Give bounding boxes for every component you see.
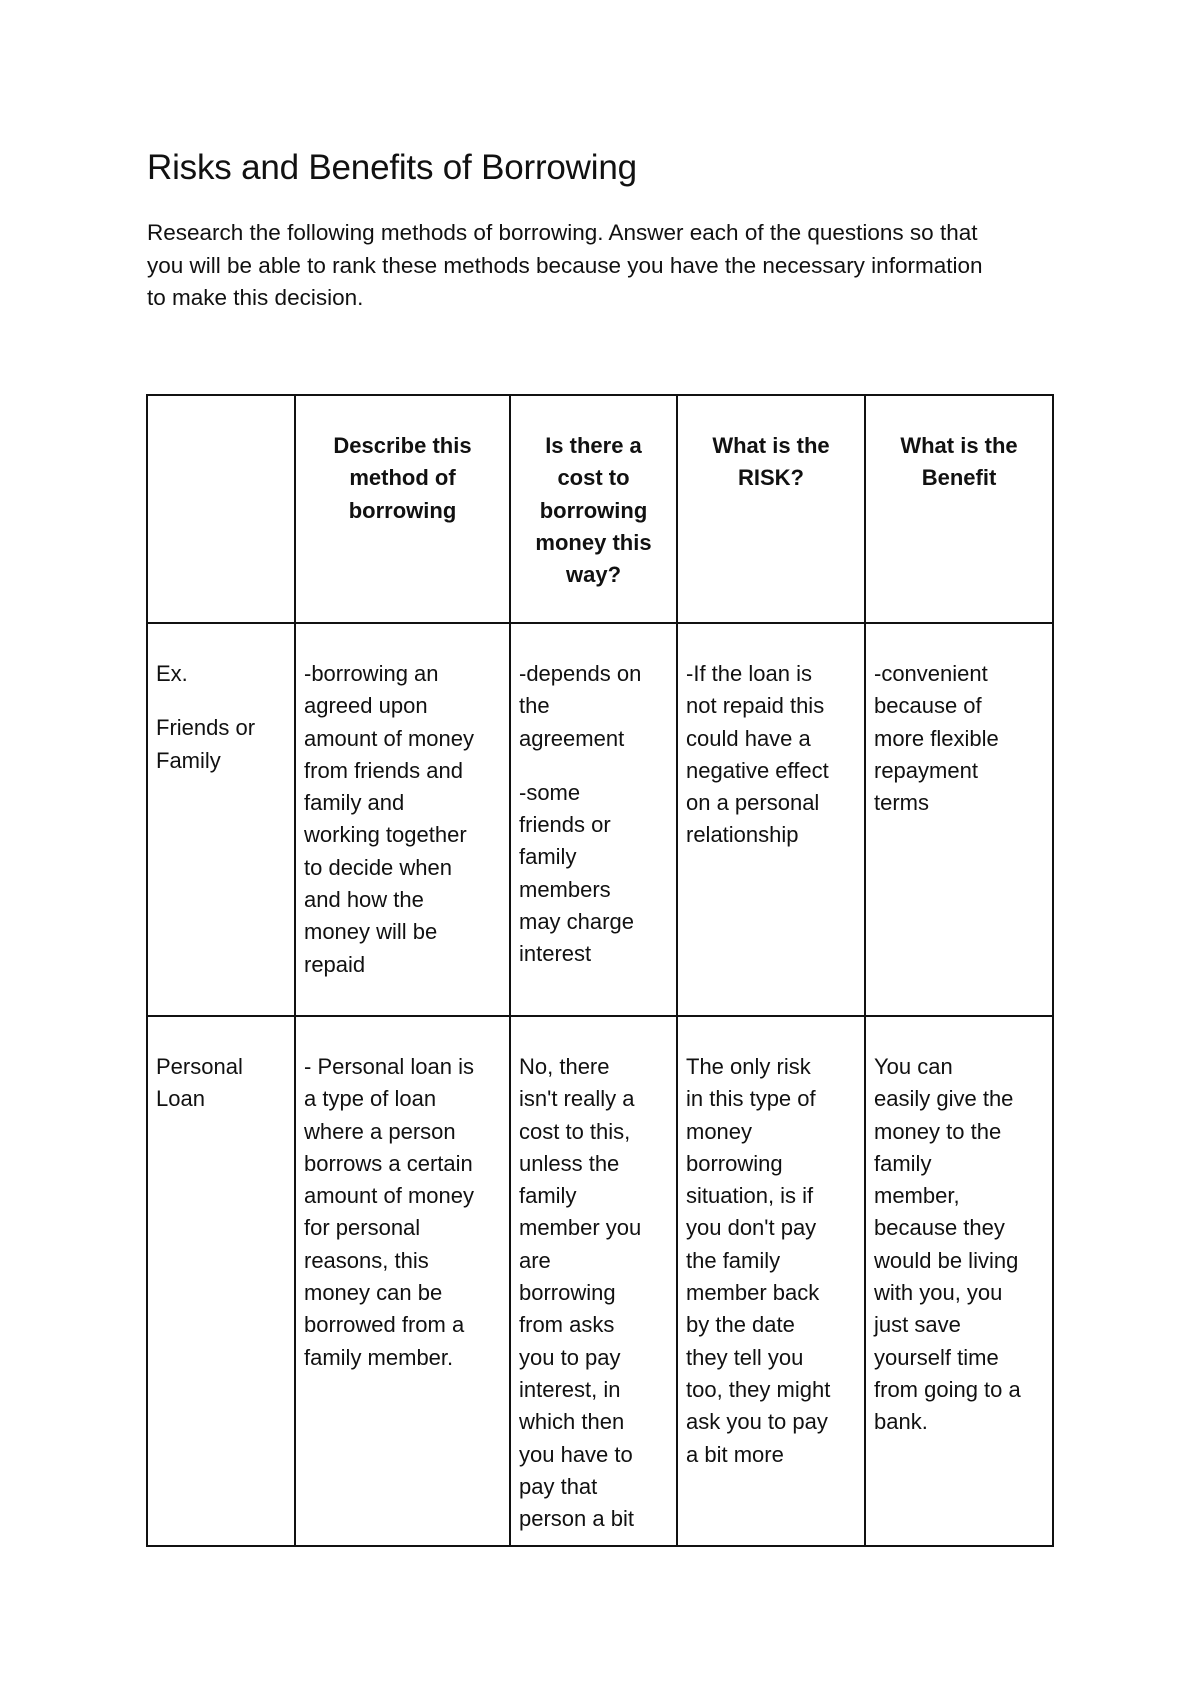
cell-text-line: money can be: [304, 1280, 443, 1306]
cell-text-line: working together: [304, 822, 467, 848]
cell-text-line: ask you to pay: [686, 1409, 828, 1435]
cell-lines: [678, 624, 864, 862]
cell-text-line: are: [519, 1247, 551, 1273]
cell-text-line: Family: [156, 747, 221, 773]
cell-text-line: unless the: [519, 1150, 620, 1176]
cell-text-line: What is the: [712, 433, 830, 458]
page-title: Risks and Benefits of Borrowing: [147, 148, 637, 187]
cell-text-line: repayment: [874, 757, 978, 783]
cell-text-line: too, they might: [686, 1376, 831, 1402]
cell-text-line: pay that: [519, 1473, 598, 1499]
cell-text-line: member back: [686, 1280, 820, 1306]
cell-paragraphs: [511, 624, 676, 981]
cell-text-line: borrowing: [686, 1150, 783, 1176]
cell-lines: [296, 624, 509, 991]
table-header-row: [147, 395, 1053, 623]
cell-text-line: -borrowing an: [304, 661, 439, 686]
cell-text-line: you don't pay: [686, 1215, 817, 1241]
cell-text-line: person a bit: [519, 1506, 634, 1532]
cell-text-line: reasons, this: [304, 1247, 429, 1273]
cell-text-line: Loan: [156, 1086, 205, 1112]
cell-text-line: Personal: [156, 1054, 243, 1079]
cell-lines: [866, 396, 1052, 505]
cell-text-line: -depends on: [519, 661, 642, 686]
row-label-cell: [147, 623, 295, 1016]
cell-text-line: money to the: [874, 1118, 1002, 1144]
cell-text-line: not repaid this: [686, 693, 825, 719]
cell-text-line: money this: [535, 529, 652, 555]
cell-text-line: agreement: [519, 725, 625, 751]
cell-text-line: yourself time: [874, 1344, 999, 1370]
cell-text-line: cost to this,: [519, 1118, 631, 1144]
describe-cell: [295, 1016, 510, 1546]
header-cell-describe: [295, 395, 510, 623]
cell-text-line: RISK?: [738, 465, 804, 491]
cell-text-line: for personal: [304, 1215, 421, 1241]
intro-paragraph: [147, 217, 1067, 315]
cell-text-line: money: [686, 1118, 753, 1144]
cell-text-line: member you: [519, 1215, 642, 1241]
cost-cell: [510, 623, 677, 1016]
cell-text-line: and how the: [304, 887, 424, 913]
cell-text-line: by the date: [686, 1312, 795, 1338]
cell-text-line: you have to: [519, 1441, 633, 1467]
cell-lines: [678, 396, 864, 505]
cell-text-line: bank.: [874, 1409, 928, 1435]
cell-text-line: borrowing: [519, 1280, 616, 1306]
cell-text-line: Ex.: [156, 661, 188, 686]
cell-text-line: money will be: [304, 919, 438, 945]
cell-lines: [866, 624, 1052, 829]
cell-text-line: -some: [519, 779, 581, 805]
cell-text-line: they tell you: [686, 1344, 804, 1370]
cell-text-line: borrowing: [539, 497, 648, 523]
table-row: [147, 623, 1053, 1016]
header-cell-risk: [677, 395, 865, 623]
cell-text-line: terms: [874, 790, 929, 816]
cell-text-line: method of: [349, 465, 456, 491]
intro-line: Research the following methods of borrowing. Answer each of the questions so that: [147, 220, 978, 245]
cell-text-line: Benefit: [921, 465, 997, 491]
cell-text-line: -convenient: [874, 661, 988, 686]
cell-text-line: way?: [565, 562, 622, 588]
cell-lines: [296, 1017, 509, 1384]
cell-text-line: you to pay: [519, 1344, 621, 1370]
benefit-cell: [865, 623, 1053, 1016]
cell-text-line: on a personal: [686, 790, 820, 816]
cell-lines: [296, 396, 509, 537]
cell-text-line: easily give the: [874, 1086, 1014, 1112]
cell-text-line: just save: [874, 1312, 961, 1338]
cell-text-line: No, there: [519, 1054, 610, 1079]
cell-lines: [148, 1017, 294, 1126]
cell-text-line: the: [519, 693, 550, 719]
cell-text-line: interest, in: [519, 1376, 621, 1402]
cell-text-line: Friends or: [156, 715, 256, 741]
paragraph-gap: [156, 690, 286, 712]
cost-cell: [510, 1016, 677, 1546]
cell-text-line: agreed upon: [304, 693, 428, 719]
table-row: [147, 1016, 1053, 1546]
intro-line: to make this decision.: [147, 285, 364, 310]
cell-text-line: interest: [519, 941, 592, 967]
cell-text-line: in this type of: [686, 1086, 816, 1112]
cell-text-line: relationship: [686, 822, 799, 848]
cell-text-line: from going to a: [874, 1376, 1021, 1402]
cell-text-line: -If the loan is: [686, 661, 812, 686]
benefit-cell: [865, 1016, 1053, 1546]
cell-text-line: member,: [874, 1183, 960, 1209]
borrowing-table-container: [146, 394, 1054, 1547]
risk-cell: [677, 1016, 865, 1546]
cell-text-line: Describe this: [333, 433, 472, 458]
cell-text-line: cost to: [557, 465, 630, 491]
cell-text-line: family: [519, 1183, 577, 1209]
header-cell-empty: [147, 395, 295, 623]
cell-text-line: the family: [686, 1247, 781, 1273]
cell-text-line: negative effect: [686, 757, 829, 783]
cell-text-line: a type of loan: [304, 1086, 437, 1112]
cell-text-line: family and: [304, 790, 405, 816]
cell-text-line: would be living: [874, 1247, 1019, 1273]
cell-text-line: family: [874, 1150, 932, 1176]
cell-text-line: which then: [519, 1409, 625, 1435]
cell-text-line: could have a: [686, 725, 811, 751]
cell-lines: [511, 1017, 676, 1545]
cell-text-line: amount of money: [304, 725, 474, 751]
cell-text-line: from friends and: [304, 757, 463, 783]
cell-text-line: with you, you: [874, 1280, 1003, 1306]
cell-lines: [511, 396, 676, 601]
risk-cell: [677, 623, 865, 1016]
cell-text-line: You can: [874, 1054, 953, 1079]
intro-line: you will be able to rank these methods because you have the necessary information: [147, 252, 983, 278]
cell-text-line: borrowing: [348, 497, 457, 523]
cell-text-line: may charge: [519, 909, 634, 935]
cell-text-line: amount of money: [304, 1183, 474, 1209]
row-label-cell: [147, 1016, 295, 1546]
cell-text-line: borrowed from a: [304, 1312, 465, 1338]
cell-text-line: isn't really a: [519, 1086, 635, 1112]
cell-text-line: friends or: [519, 812, 611, 838]
cell-text-line: repaid: [304, 951, 366, 977]
cell-lines: [866, 1017, 1052, 1449]
cell-text-line: to decide when: [304, 854, 452, 880]
cell-text-line: because of: [874, 693, 982, 719]
cell-text-line: because they: [874, 1215, 1005, 1241]
cell-text-line: The only risk: [686, 1054, 811, 1079]
cell-lines: [678, 1017, 864, 1481]
cell-text-line: Is there a: [545, 433, 642, 458]
describe-cell: [295, 623, 510, 1016]
borrowing-table: [146, 394, 1054, 1547]
cell-text-line: What is the: [900, 433, 1018, 458]
cell-text-line: - Personal loan is: [304, 1054, 474, 1079]
cell-text-line: a bit more: [686, 1441, 784, 1467]
cell-text-line: situation, is if: [686, 1183, 814, 1209]
cell-text-line: where a person: [304, 1118, 456, 1144]
cell-text-line: members: [519, 876, 611, 902]
cell-text-line: more flexible: [874, 725, 999, 751]
cell-text-line: from asks: [519, 1312, 615, 1338]
cell-text-line: family member.: [304, 1344, 454, 1370]
header-cell-benefit: [865, 395, 1053, 623]
paragraph-gap: [519, 755, 668, 777]
cell-text-line: family: [519, 844, 577, 870]
cell-text-line: borrows a certain: [304, 1150, 473, 1176]
cell-paragraphs: [148, 624, 294, 787]
header-cell-cost: [510, 395, 677, 623]
